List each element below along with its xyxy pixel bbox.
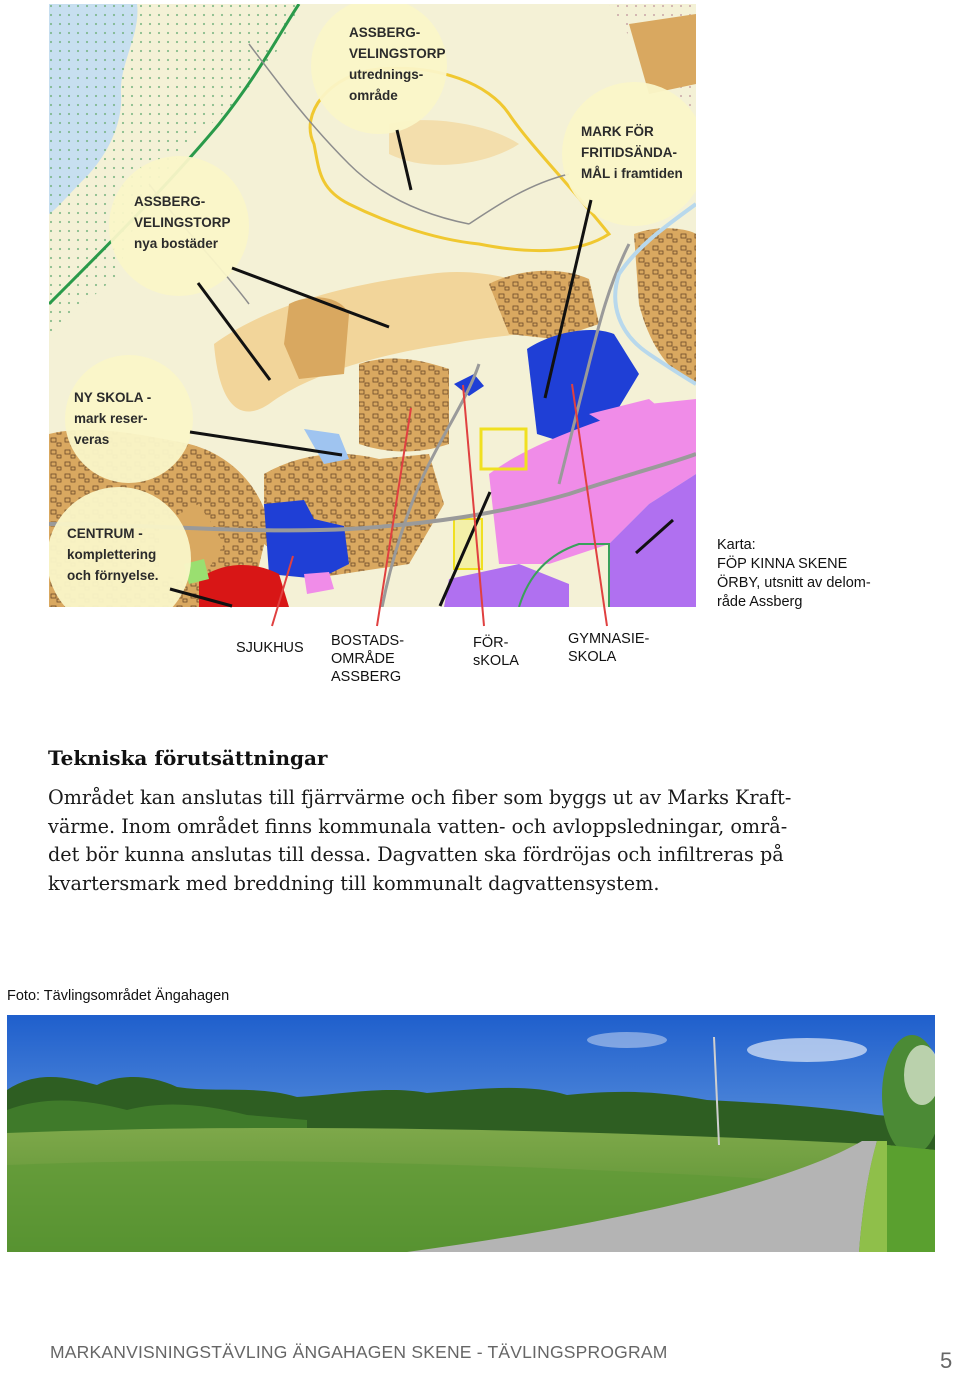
body-line: värme. Inom området finns kommunala vatten- och avloppsledningar, områ- [48, 814, 788, 838]
section-body [48, 784, 928, 898]
photo-caption: Foto: Tävlingsområdet Ängahagen [7, 988, 230, 1004]
footer-title: MARKANVISNINGSTÄVLING ÄNGAHAGEN SKENE - TÄVLINGSPROGRAM [50, 1342, 668, 1362]
legend-text: OMRÅDE [331, 651, 395, 667]
map-label-velingstorp-utredning: ASSBERG- VELINGSTORP utrednings- område [349, 25, 446, 103]
map-label-ny-skola: NY SKOLA - mark reser- veras [74, 390, 152, 447]
body-line: kvartersmark med breddning till kommunalt dagvattensystem. [48, 871, 660, 895]
legend-text: GYMNASIE- [568, 631, 650, 647]
map-caption-line: FÖP KINNA SKENE [717, 556, 848, 572]
map-label-nya-bostader: ASSBERG- VELINGSTORP nya bostäder [134, 194, 231, 251]
page-number: 5 [940, 1348, 953, 1373]
legend-text: BOSTADS- [331, 633, 405, 649]
map-caption-line: ÖRBY, utsnitt av delom- [717, 575, 871, 591]
body-line: Området kan anslutas till fjärrvärme och fiber som byggs ut av Marks Kraft- [48, 786, 792, 809]
map-label-fritid: MARK FÖR FRITIDSÄNDA- MÅL i framtiden [581, 124, 683, 181]
legend-sjukhus [236, 639, 304, 657]
map-caption-line: råde Assberg [717, 594, 803, 610]
map-image [49, 4, 696, 607]
legend-text: sKOLA [473, 653, 519, 669]
body-line: det bör kunna anslutas till dessa. Dagvatten ska fördröjas och infiltreras på [48, 843, 784, 866]
legend-text: SJUKHUS [236, 640, 304, 656]
map-caption-line: Karta: [717, 537, 756, 553]
legend-text: FÖR- [473, 635, 509, 651]
legend-text: ASSBERG [331, 669, 402, 685]
legend-text: SKOLA [568, 649, 617, 665]
map-caption [717, 536, 917, 612]
legend-forskola [473, 634, 519, 670]
map-label-centrum: CENTRUM - komplettering och förnyelse. [67, 526, 159, 583]
legend-gymnasieskola [568, 630, 649, 666]
landscape-photo [7, 1015, 935, 1252]
legend-bostadsomrade [331, 632, 404, 686]
section-title: Tekniska förutsättningar [48, 746, 328, 770]
